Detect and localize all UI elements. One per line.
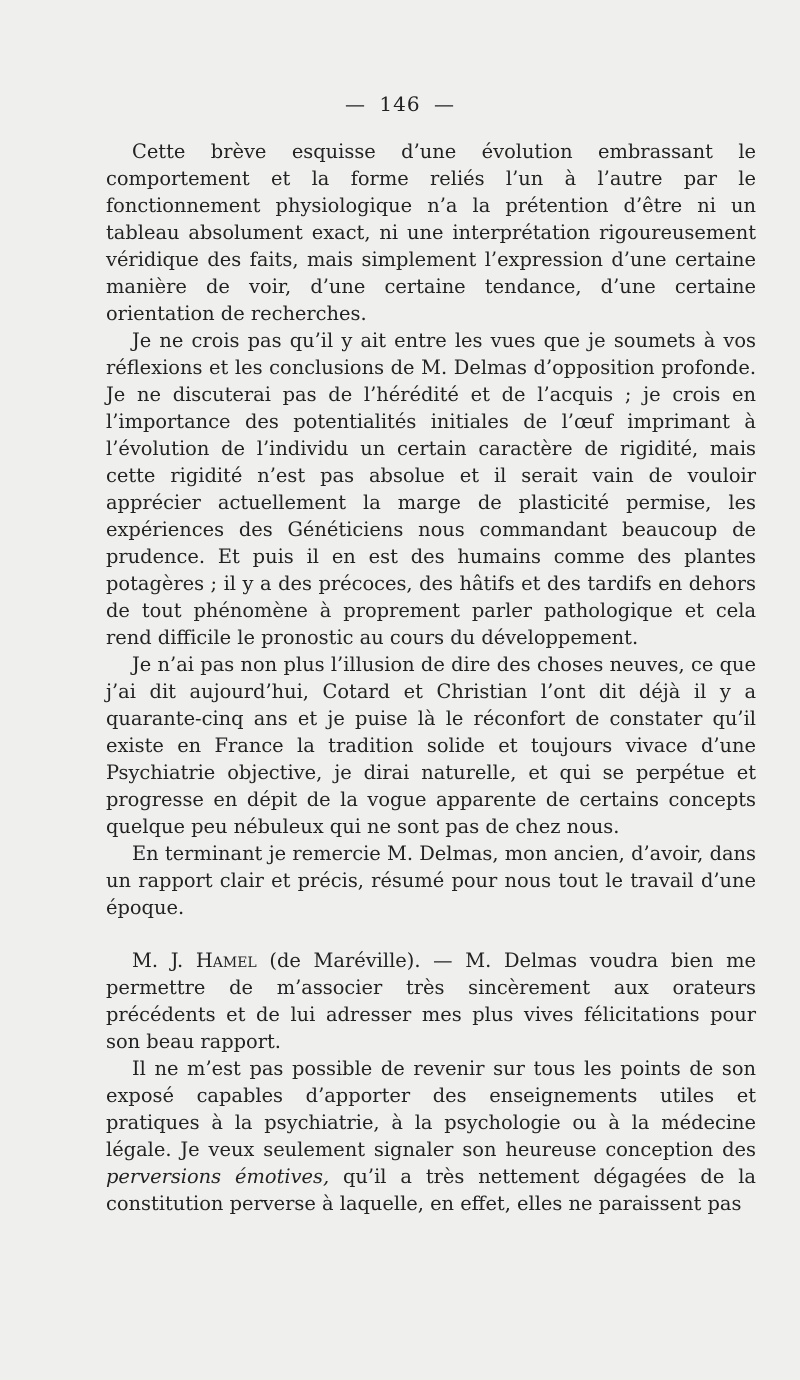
header-dash-left: — — [345, 92, 367, 116]
last-after: qu’il a très nettement dégagées de la constitution perverse à laquelle, en effet, elles ne paraissent pas — [106, 1165, 756, 1215]
last-before: Il ne m’est pas possible de revenir sur tous les points de son exposé capables d’apporter des enseignements utiles et pratiques à la psychiatrie, à la psychologie ou à la médecine légale. Je veux seulement signaler son heureuse conception des — [106, 1057, 756, 1161]
paragraph-3: Je n’ai pas non plus l’illusion de dire des choses neuves, ce que j’ai dit aujourd’hui, Cotard et Christian l’ont dit déjà il y a quarante-cinq ans et je puise là le réconfort de constater qu’il existe en France la tradition solide et toujours vivace d’une Psychiatrie objective, je dirai naturelle, et qui se perpétue et progresse en dépit de la vogue apparente de certains concepts quelque peu nébuleux qui ne sont pas de chez nous. — [106, 653, 756, 838]
speaker-prefix: M. J. — [132, 949, 196, 972]
header-dash-right: — — [433, 92, 455, 116]
last-emphasis: perversions émotives, — [106, 1165, 330, 1188]
speaker-name: Hamel — [195, 949, 257, 972]
paragraph-hamel — [106, 947, 756, 1055]
page-number: 146 — [379, 92, 421, 116]
paragraph-1: Cette brève esquisse d’une évolution embrassant le comportement et la forme reliés l’un à l’autre par le fonctionnement physiologique n’a la prétention d’être ni un tableau absolument exact, ni une interprétation rigoureusement véridique des faits, mais simplement l’expression d’une certaine manière de voir, d’une certaine tendance, d’une certaine orientation de recherches. — [106, 140, 756, 325]
page-body — [106, 138, 756, 1217]
hamel-text: M. Delmas voudra bien me permettre de m’associer très sincèrement aux orateurs précédents et de lui adresser mes plus vives félicitations pour son beau rapport. — [106, 949, 756, 1053]
speaker-suffix: (de Maréville). — — [256, 949, 466, 972]
page-header — [0, 92, 800, 116]
paragraph-last — [106, 1055, 756, 1217]
paragraph-2: Je ne crois pas qu’il y ait entre les vues que je soumets à vos réflexions et les conclusions de M. Delmas d’opposition profonde. Je ne discuterai pas de l’hérédité et de l’acquis ; je crois en l’importance des potentialités initiales de l’œuf imprimant à l’évolution de l’individu un certain caractère de rigidité, mais cette rigidité n’est pas absolue et il serait vain de vouloir apprécier actuellement la marge de plasticité permise, les expériences des Généticiens nous commandant beaucoup de prudence. Et puis il en est des humains comme des plantes potagères ; il y a des précoces, des hâtifs et des tardifs en dehors de tout phénomène à proprement parler pathologique et cela rend difficile le pronostic au cours du développement. — [106, 329, 756, 649]
paragraph-4: En terminant je remercie M. Delmas, mon ancien, d’avoir, dans un rapport clair et précis, résumé pour nous tout le travail d’une époque. — [106, 842, 756, 919]
